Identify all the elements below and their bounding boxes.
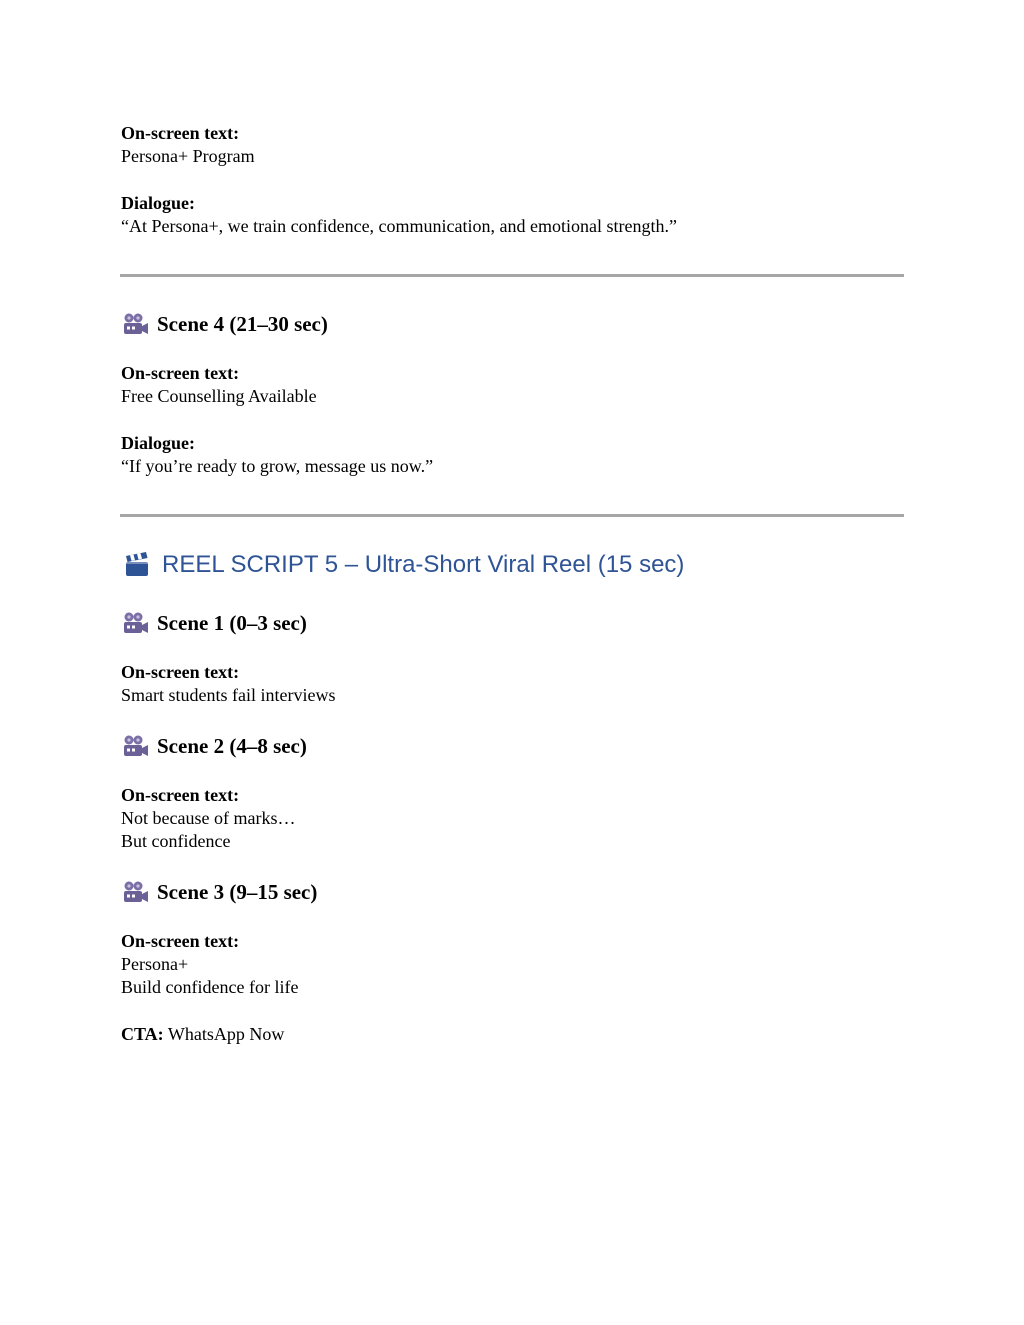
scene-heading (121, 732, 307, 760)
scene-heading (121, 609, 307, 637)
cta-value: WhatsApp Now (167, 1024, 285, 1044)
onscreen-text-label: On-screen text: (121, 123, 240, 143)
onscreen-text-value: Persona+ Program (121, 146, 255, 166)
onscreen-text-value: Smart students fail interviews (121, 685, 336, 705)
dialogue-value: “If you’re ready to grow, message us now.” (121, 456, 434, 476)
reel-script-title: REEL SCRIPT 5 – Ultra-Short Viral Reel (15 sec) (162, 551, 685, 578)
clapperboard-icon (124, 552, 150, 578)
cta-label: CTA: (121, 1024, 164, 1044)
onscreen-text-value: Not because of marks… (121, 808, 296, 828)
scene-heading (121, 310, 328, 338)
scene-title: Scene 2 (4–8 sec) (157, 734, 307, 758)
scene-heading (121, 878, 317, 906)
scene-title: Scene 3 (9–15 sec) (157, 880, 318, 904)
onscreen-text-label: On-screen text: (121, 662, 240, 682)
movie-camera-icon (121, 880, 149, 904)
scene-title: Scene 1 (0–3 sec) (157, 611, 307, 635)
movie-camera-icon (121, 734, 149, 758)
reel-script-heading (124, 548, 684, 582)
scene-title: Scene 4 (21–30 sec) (157, 312, 328, 336)
dialogue-label: Dialogue: (121, 193, 195, 213)
onscreen-text-value: Persona+ (121, 954, 189, 974)
cta-line (121, 1023, 284, 1045)
movie-camera-icon (121, 312, 149, 336)
onscreen-text-label: On-screen text: (121, 785, 240, 805)
onscreen-text-label: On-screen text: (121, 931, 240, 951)
onscreen-text-label: On-screen text: (121, 363, 240, 383)
onscreen-text-value: But confidence (121, 831, 231, 851)
horizontal-divider (120, 274, 904, 277)
movie-camera-icon (121, 611, 149, 635)
dialogue-label: Dialogue: (121, 433, 195, 453)
onscreen-text-value: Build confidence for life (121, 977, 299, 997)
dialogue-value: “At Persona+, we train confidence, communication, and emotional strength.” (121, 216, 677, 236)
onscreen-text-value: Free Counselling Available (121, 386, 317, 406)
horizontal-divider (120, 514, 904, 517)
